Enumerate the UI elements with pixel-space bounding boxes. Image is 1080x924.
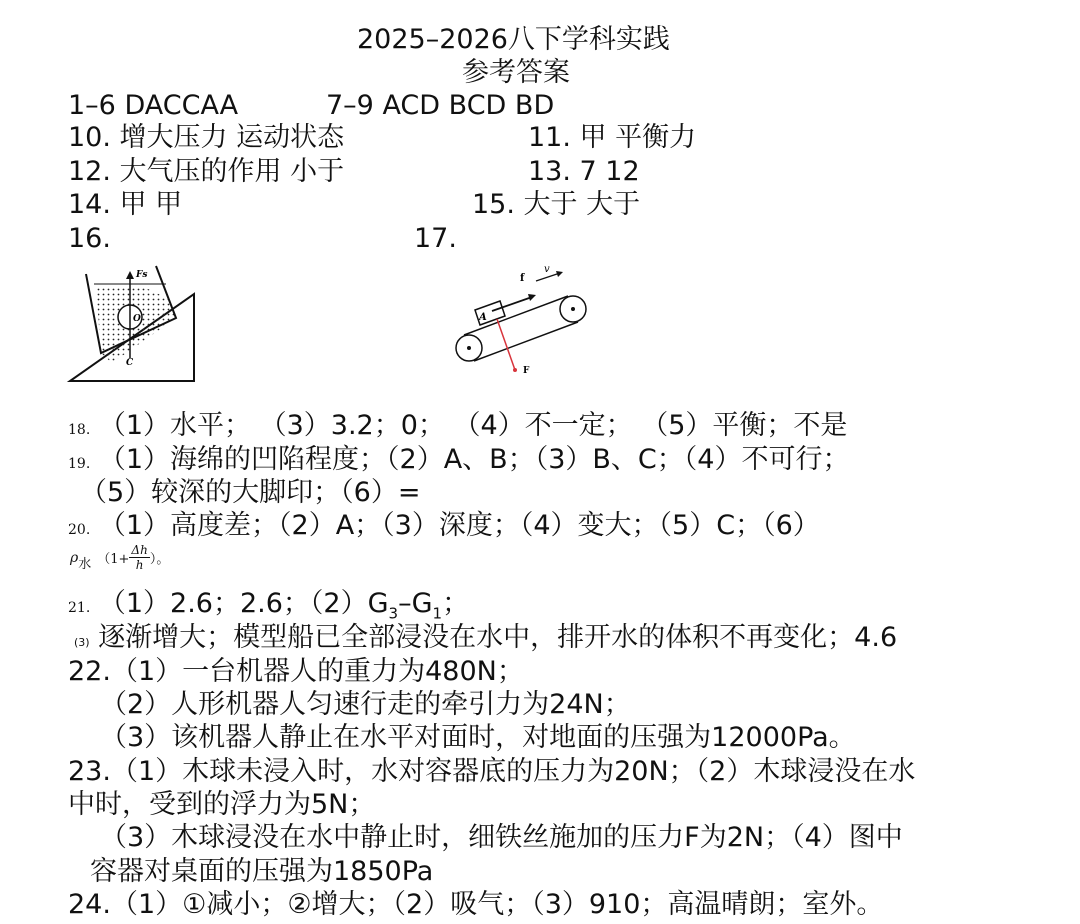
fig16-label-fs: Fs [136, 270, 148, 280]
answer-17-label: 17. [414, 223, 457, 254]
answer-23-line3: （3）木球浸没在水中静止时，细铁丝施加的压力F为2N；（4）图中 [100, 822, 903, 853]
q20-paren-close: ）。 [149, 552, 170, 567]
answer-20-line1 [68, 510, 820, 546]
answer-23-line4: 容器对桌面的压强为1850Pa [90, 856, 434, 887]
q21-text-end: ； [442, 588, 470, 619]
answer-16-label: 16. [68, 223, 111, 254]
q20-rho-sub: 水 [78, 557, 92, 572]
q21-sub-3: 3 [388, 604, 399, 623]
answer-14: 14. 甲 甲 [68, 189, 183, 220]
answer-23-line2: 中时，受到的浮力为5N； [68, 789, 376, 820]
q20-text1: （1）高度差；（2）A；（3）深度；（4）变大；（5）C；（6） [98, 510, 820, 541]
fig17-label-v: v [544, 264, 550, 275]
answer-19-line1 [68, 444, 849, 480]
q21-text2: 逐渐增大；模型船已全部浸没在水中，排开水的体积不再变化；4.6 [98, 622, 898, 653]
fig16-label-o: O [133, 314, 141, 324]
answer-20-formula [70, 543, 169, 572]
q20-frac-den: h [135, 558, 144, 572]
figure-17-conveyor-belt [452, 262, 602, 382]
answer-11: 11. 甲 平衡力 [528, 122, 697, 153]
q20-rho: ρ [70, 549, 79, 566]
q21-text-pre: （1）2.6；2.6；（2）G [98, 588, 389, 619]
answer-19-line2: （5）较深的大脚印；（6）= [80, 477, 421, 508]
answer-18 [68, 410, 847, 446]
answers-1-6: 1–6 DACCAA [68, 90, 239, 121]
answer-12: 12. 大气压的作用 小于 [68, 156, 345, 187]
q21-number-3: (3) [74, 636, 90, 649]
q20-fraction [129, 543, 149, 572]
page-title: 2025–2026八下学科实践 [357, 24, 670, 55]
answer-10: 10. 增大压力 运动状态 [68, 122, 345, 153]
q21-text-mid: –G [398, 588, 433, 619]
answer-22-line3: （3）该机器人静止在水平对面时，对地面的压强为12000Pa。 [100, 722, 856, 753]
fig17-label-F: F [523, 366, 530, 376]
answer-15: 15. 大于 大于 [472, 189, 641, 220]
answer-24-line1: 24.（1）①减小；②增大；（2）吸气；（3）910；高温晴朗；室外。 [68, 889, 884, 920]
answer-23-line1: 23.（1）木球未浸入时，水对容器底的压力为20N；（2）木球浸没在水 [68, 756, 916, 787]
q20-frac-num: Δh [131, 543, 148, 557]
fig17-label-a: A [479, 312, 487, 323]
answers-7-9: 7–9 ACD BCD BD [326, 90, 555, 121]
answer-22-line1: 22.（1）一台机器人的重力为480N； [68, 656, 524, 687]
answer-21-line2 [74, 622, 897, 659]
q21-number: 21. [68, 600, 91, 616]
q19-number: 19. [68, 456, 91, 472]
answer-13: 13. 7 12 [528, 156, 640, 187]
q21-sub-1: 1 [432, 604, 443, 623]
answer-22-line2: （2）人形机器人匀速行走的牵引力为24N； [100, 689, 631, 720]
figure-16-beaker-incline [66, 262, 206, 386]
fig16-label-c: C [126, 358, 134, 368]
page-subtitle: 参考答案 [462, 57, 570, 88]
fig17-label-f: f [520, 273, 525, 284]
q20-paren-open: （1+ [97, 552, 130, 567]
q20-number: 20. [68, 522, 91, 538]
q19-text1: （1）海绵的凹陷程度；（2）A、B；（3）B、C；（4）不可行； [98, 444, 850, 475]
q18-text: （1）水平； （3）3.2；0； （4）不一定； （5）平衡；不是 [98, 410, 848, 441]
q18-number: 18. [68, 422, 91, 438]
